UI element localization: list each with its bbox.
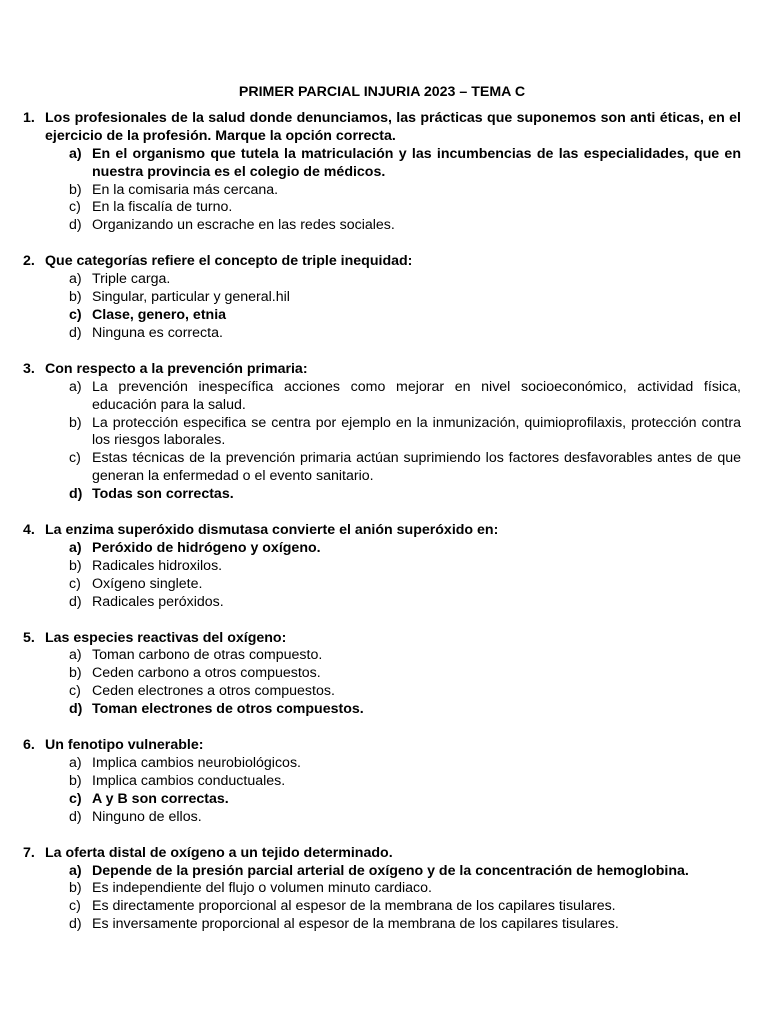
option-text: En la fiscalía de turno. — [92, 199, 233, 216]
option-letter: a) — [69, 271, 82, 288]
option — [69, 199, 741, 217]
option-letter: d) — [69, 486, 83, 503]
option-letter: b) — [69, 181, 82, 198]
option — [69, 414, 741, 451]
option-correct — [69, 539, 741, 558]
option-letter: b) — [69, 880, 82, 897]
option-text: Radicales peróxidos. — [92, 593, 224, 610]
option-text: A y B son correctas. — [92, 790, 229, 807]
question-text: Un fenotipo vulnerable: — [45, 737, 204, 754]
question-number: 7. — [23, 844, 35, 861]
option-letter: c) — [69, 898, 81, 915]
option-text: Ceden electrones a otros compuestos. — [92, 683, 335, 700]
option-letter: b) — [69, 772, 82, 789]
question-number: 4. — [23, 522, 35, 539]
option-letter: a) — [69, 145, 82, 162]
option — [69, 808, 741, 827]
question-text: Los profesionales de la salud donde denunciamos, las prácticas que suponemos son anti éticas, en el ejercicio de la profesión. Marque la opción correcta. — [45, 109, 741, 144]
option — [69, 683, 741, 701]
option-list — [45, 540, 741, 612]
option-text: Ninguno de ellos. — [92, 808, 202, 825]
option — [69, 916, 741, 934]
option-letter: c) — [69, 575, 81, 592]
question-1 — [23, 110, 741, 235]
question-text: La enzima superóxido dismutasa convierte el anión superóxido en: — [45, 522, 499, 539]
question-list — [23, 110, 741, 934]
option-letter: c) — [69, 450, 81, 467]
option-text: Peróxido de hidrógeno y oxígeno. — [92, 539, 321, 556]
option-text: Clase, genero, etnia — [92, 306, 227, 323]
option-letter: a) — [69, 862, 82, 879]
option-letter: d) — [69, 701, 83, 718]
option-text: La prevención inespecífica acciones como mejorar en nivel socioeconómico, actividad física, educación para la salud. — [92, 378, 741, 413]
option — [69, 647, 741, 665]
option-text: Triple carga. — [92, 271, 171, 288]
option-letter: a) — [69, 647, 82, 664]
option — [69, 271, 741, 289]
option-letter: d) — [69, 916, 82, 933]
option-list — [45, 271, 741, 343]
option-text: Toman carbono de otras compuesto. — [92, 647, 323, 664]
option-letter: d) — [69, 593, 82, 610]
question-5 — [23, 630, 741, 720]
option-text: Es independiente del flujo o volumen minuto cardiaco. — [92, 880, 432, 897]
option-text: Organizando un escrache en las redes sociales. — [92, 217, 395, 234]
option — [69, 217, 741, 235]
option — [69, 450, 741, 486]
option-text: Implica cambios conductuales. — [92, 772, 286, 789]
question-number: 5. — [23, 629, 35, 646]
option-text: Ninguna es correcta. — [92, 324, 223, 341]
question-text: Con respecto a la prevención primaria: — [45, 360, 308, 377]
option-list — [45, 146, 741, 236]
question-4 — [23, 522, 741, 612]
option-text: Es inversamente proporcional al espesor de la membrana de los capilares tisulares. — [92, 916, 619, 933]
option-text: Es directamente proporcional al espesor de la membrana de los capilares tisulares. — [92, 898, 616, 915]
option-letter: b) — [69, 557, 82, 574]
option-letter: a) — [69, 755, 82, 771]
option-letter: d) — [69, 808, 82, 825]
option-correct — [69, 145, 741, 182]
option-letter: a) — [69, 378, 82, 395]
option-text: Estas técnicas de la prevención primaria actúan suprimiendo los factores desfavorables antes de que generan la enfermedad o el evento sanitario. — [92, 450, 741, 485]
option-list — [45, 647, 741, 719]
option-correct — [69, 701, 741, 719]
option-letter: c) — [69, 199, 81, 216]
option — [69, 772, 741, 791]
option-list — [45, 755, 741, 827]
option-letter: c) — [69, 683, 81, 700]
option-text: Ceden carbono a otros compuestos. — [92, 665, 321, 682]
option-correct — [69, 790, 741, 809]
option-letter: d) — [69, 217, 82, 234]
option-text: Singular, particular y general.hil — [92, 289, 290, 306]
option-correct — [69, 486, 741, 504]
option — [69, 880, 741, 898]
option-text: Depende de la presión parcial arterial de oxígeno y de la concentración de hemoglobina. — [92, 862, 689, 879]
option-text: Toman electrones de otros compuestos. — [92, 701, 364, 718]
option-letter: d) — [69, 324, 82, 341]
exam-title: PRIMER PARCIAL INJURIA 2023 – TEMA C — [238, 84, 526, 100]
question-text: Las especies reactivas del oxígeno: — [45, 629, 287, 646]
question-2 — [23, 253, 741, 343]
option-text: En la comisaria más cercana. — [92, 181, 279, 198]
option-letter: b) — [69, 665, 82, 682]
question-7 — [23, 845, 741, 935]
question-6 — [23, 737, 741, 827]
question-number: 6. — [23, 737, 35, 754]
question-number: 1. — [23, 109, 35, 126]
question-text: La oferta distal de oxígeno a un tejido determinado. — [45, 844, 393, 861]
option — [69, 575, 741, 594]
option — [69, 898, 741, 916]
option-text: Oxígeno singlete. — [92, 575, 203, 592]
option-list — [45, 379, 741, 504]
option-letter: b) — [69, 289, 82, 306]
option — [69, 593, 741, 612]
option-correct — [69, 862, 741, 881]
option-text: Radicales hidroxilos. — [92, 557, 223, 574]
question-number: 2. — [23, 253, 35, 270]
option-text: La protección especifica se centra por ejemplo en la inmunización, quimioprofilaxis, protección contra los riesgos laborales. — [92, 414, 741, 449]
option-letter: b) — [69, 414, 82, 431]
option — [69, 181, 741, 200]
option-letter: a) — [69, 539, 82, 556]
option-correct — [69, 306, 741, 325]
option — [69, 557, 741, 576]
option — [69, 665, 741, 683]
option-text: Implica cambios neurobiológicos. — [92, 755, 301, 771]
question-text: Que categorías refiere el concepto de triple inequidad: — [45, 253, 413, 270]
option — [69, 289, 741, 307]
option-list — [45, 863, 741, 935]
question-3 — [23, 361, 741, 504]
option — [69, 755, 741, 773]
option-letter: c) — [69, 790, 82, 807]
option-letter: c) — [69, 306, 82, 323]
option — [69, 324, 741, 343]
question-number: 3. — [23, 360, 35, 377]
option — [69, 378, 741, 415]
option-text: En el organismo que tutela la matriculación y las incumbencias de las especialidades, que en nuestra provincia es el colegio de médicos. — [92, 145, 741, 180]
option-text: Todas son correctas. — [92, 486, 234, 503]
